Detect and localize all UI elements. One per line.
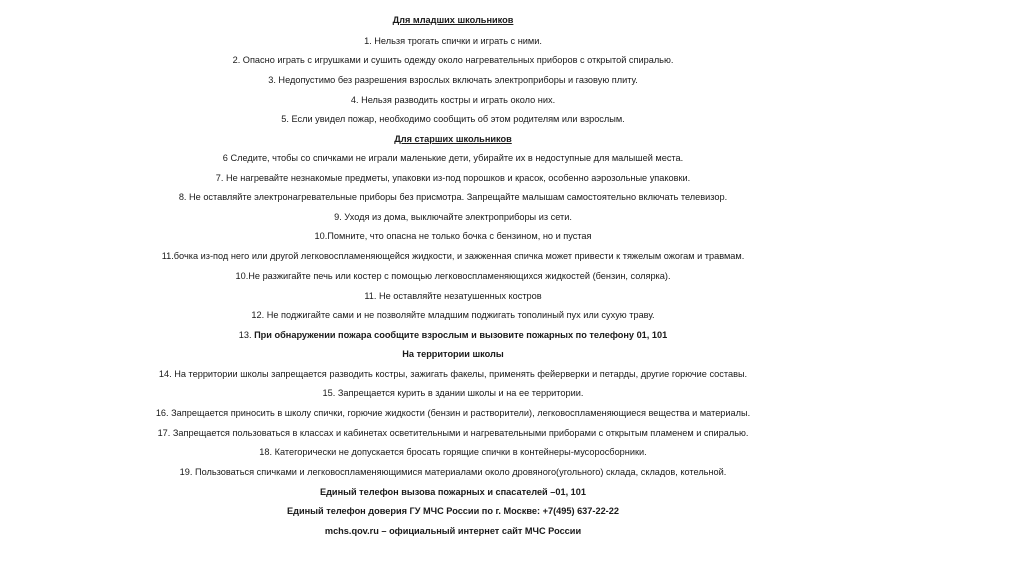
rule-item: 6 Следите, чтобы со спичками не играли маленькие дети, убирайте их в недоступные для малышей места.: [222, 153, 684, 163]
website-line: mchs.qov.ru – официальный интернет сайт МЧС России: [324, 526, 582, 536]
rule-item: 2. Опасно играть с игрушками и сушить одежду около нагревательных приборов с открытой спиралью.: [232, 55, 674, 65]
rule-item: 15. Запрещается курить в здании школы и на ее территории.: [322, 388, 584, 398]
rule-item: 11. Не оставляйте незатушенных костров: [364, 291, 542, 301]
rule-item: 1. Нельзя трогать спички и играть с ними.: [364, 36, 542, 46]
rule-item: 14. На территории школы запрещается разводить костры, зажигать факелы, применять фейерверки и петарды, другие горючие составы.: [158, 369, 748, 379]
rule-item: 5. Если увидел пожар, необходимо сообщить об этом родителям или взрослым.: [281, 114, 625, 124]
junior-heading: Для младших школьников: [392, 15, 514, 25]
rule-item: 19. Пользоваться спичками и легковоспламеняющимися материалами около дровяного(угольного) склада, складов, котельной.: [179, 467, 727, 477]
emergency-call-text: При обнаружении пожара сообщите взрослым и вызовите пожарных по телефону 01, 101: [254, 330, 668, 340]
rule-item: 3. Недопустимо без разрешения взрослых включать электроприборы и газовую плиту.: [268, 75, 638, 85]
rule-item: 11.бочка из-под него или другой легковоспламеняющейся жидкости, и зажженная спичка может привести к тяжелым ожогам и травмам.: [161, 251, 745, 261]
senior-heading: Для старших школьников: [394, 134, 512, 144]
rule-item: 12. Не поджигайте сами и не позволяйте младшим поджигать тополиный пух или сухую траву.: [251, 310, 655, 320]
rule-item: 7. Не нагревайте незнакомые предметы, упаковки из-под порошков и красок, особенно аэрозольные упаковки.: [215, 173, 691, 183]
rule-item: 17. Запрещается пользоваться в классах и кабинетах осветительными и нагревательными приборами с открытым пламенем и спиралью.: [157, 428, 749, 438]
rule-item: 16. Запрещается приносить в школу спички, горючие жидкости (бензин и растворители), легковоспламеняющиеся вещества и материалы.: [155, 408, 751, 418]
school-heading: На территории школы: [402, 349, 504, 359]
emergency-phone-line: Единый телефон вызова пожарных и спасателей –01, 101: [319, 487, 587, 497]
rule-item-emergency: [0, 329, 906, 341]
rule-item: 8. Не оставляйте электронагревательные приборы без присмотра. Запрещайте малышам самостоятельно включать телевизор.: [178, 192, 728, 202]
rule-item: 18. Категорически не допускается бросать горящие спички в контейнеры-мусоросборники.: [259, 447, 647, 457]
rule-number: 13.: [238, 330, 255, 340]
rule-item: 4. Нельзя разводить костры и играть около них.: [350, 95, 556, 105]
rule-item: 10.Помните, что опасна не только бочка с бензином, но и пустая: [314, 231, 592, 241]
rule-item: 10.Не разжигайте печь или костер с помощью легковоспламеняющихся жидкостей (бензин, солярка).: [235, 271, 671, 281]
rule-item: 9. Уходя из дома, выключайте электроприборы из сети.: [334, 212, 572, 222]
hotline-phone-line: Единый телефон доверия ГУ МЧС России по г. Москве: +7(495) 637-22-22: [287, 506, 619, 516]
